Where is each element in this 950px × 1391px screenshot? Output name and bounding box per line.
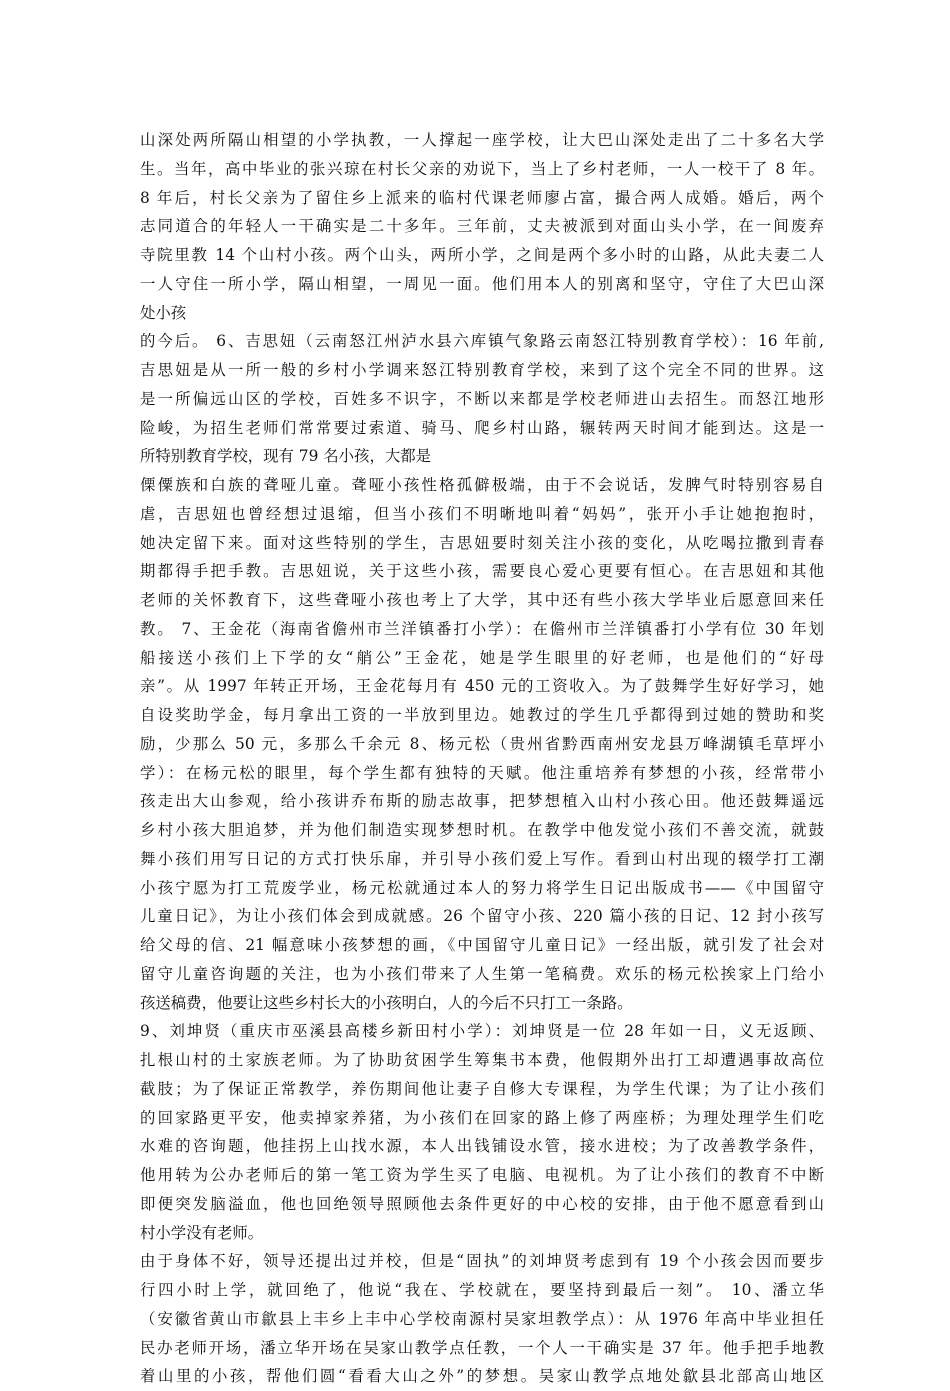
text-line: 山深处两所隔山相望的小学执教，一人撑起一座学校，让大巴山深处走出了二十多名大学 (140, 131, 824, 149)
text-line: 他用转为公办老师后的第一笔工资为学生买了电脑、电视机。为了让小孩们的教育不中断 (140, 1166, 824, 1184)
text-line: 亲”。从 1997 年转正开场，王金花每月有 450 元的工资收入。为了鼓舞学生好好学习，她 (140, 677, 824, 696)
text-line: 处小孩 (140, 303, 187, 322)
text-line: 给父母的信、21 幅意味小孩梦想的画，《中国留守儿童日记》一经出版，就引发了社会对 (140, 936, 824, 954)
text-line: 即便突发脑溢血，他也回绝领导照顾他去条件更好的中心校的安排，由于他不愿意看到山 (140, 1194, 824, 1213)
text-line: 励，少那么 50 元，多那么千余元 8、杨元松（贵州省黔西南州安龙县万峰湖镇毛草坪小 (140, 734, 824, 753)
text-line: 小孩宁愿为打工荒废学业，杨元松就通过本人的努力将学生日记出版成书——《中国留守 (140, 878, 824, 897)
text-line: 9、刘坤贤（重庆市巫溪县高楼乡新田村小学）：刘坤贤是一位 28 年如一日，义无返顾、 (140, 1022, 824, 1041)
text-line: 是一所偏远山区的学校，百姓多不识字，不断以来都是学校老师进山去招生。而怒江地形 (140, 389, 824, 408)
text-line: 留守儿童咨询题的关注，也为小孩们带来了人生第一笔稿费。欢乐的杨元松挨家上门给小 (140, 964, 824, 983)
text-line: 行四小时上学，就回绝了，他说“我在、学校就在，要坚持到最后一刻”。 10、潘立华 (140, 1281, 824, 1299)
text-line: 教。 7、王金花（海南省儋州市兰洋镇番打小学）：在儋州市兰洋镇番打小学有位 30 年划 (140, 619, 824, 638)
text-line: 扎根山村的土家族老师。为了协助贫困学生筹集书本费，他假期外出打工却遭遇事故高位 (140, 1051, 824, 1069)
text-line: 吉思妞是从一所一般的乡村小学调来怒江特别教育学校，来到了这个完全不同的世界。这 (140, 361, 824, 379)
text-line: 她决定留下来。面对这些特别的学生，吉思妞要时刻关注小孩的变化，从吃喝拉撒到青春 (140, 533, 824, 552)
text-line: 虐，吉思妞也曾经想过退缩，但当小孩们不明晰地叫着“妈妈”，张开小手让她抱抱时， (140, 504, 824, 523)
text-line: 由于身体不好，领导还提出过并校，但是“固执”的刘坤贤考虑到有 19 个小孩会因而要步 (140, 1252, 824, 1271)
text-line: 寺院里教 14 个山村小孩。两个山头，两所小学，之间是两个多小时的山路，从此夫妻二人 (140, 246, 824, 264)
text-line: （安徽省黄山市歙县上丰乡上丰中心学校南源村吴家坦教学点）：从 1976 年高中毕业担任 (140, 1309, 824, 1328)
text-line: 的今后。 6、吉思妞（云南怒江州泸水县六库镇气象路云南怒江特别教育学校）：16 年前, (140, 332, 824, 351)
text-line: 船接送小孩们上下学的女“艄公”王金花，她是学生眼里的好老师，也是他们的“好母 (140, 648, 824, 667)
text-line: 孩走出大山参观，给小孩讲乔布斯的励志故事，把梦想植入山村小孩心田。他还鼓舞遥远 (140, 792, 824, 811)
text-line: 所特别教育学校，现有 79 名小孩，大都是 (140, 447, 432, 466)
text-line: 期都得手把手教。吉思妞说，关于这些小孩，需要良心爱心更要有恒心。在吉思妞和其他 (140, 562, 824, 581)
text-line: 截肢；为了保证正常教学，养伤期间他让妻子自修大专课程，为学生代课；为了让小孩们 (140, 1079, 824, 1098)
text-line: 8 年后，村长父亲为了留住乡上派来的临村代课老师廖占富，撮合两人成婚。婚后，两个 (140, 188, 824, 207)
text-line: 学）：在杨元松的眼里，每个学生都有独特的天赋。他注重培养有梦想的小孩，经常带小 (140, 763, 824, 782)
text-line: 村小学没有老师。 (140, 1223, 264, 1242)
text-line: 自设奖助学金，每月拿出工资的一半放到里边。她教过的学生几乎都得到过她的赞助和奖 (140, 706, 824, 724)
text-line: 水难的咨询题，他挂拐上山找水源，本人出钱铺设水管，接水进校；为了改善教学条件， (140, 1137, 824, 1156)
text-line: 的回家路更平安，他卖掉家养猪，为小孩们在回家的路上修了两座桥；为理处理学生们吃 (140, 1108, 824, 1127)
text-line: 民办老师开场，潘立华开场在吴家山教学点任教，一个人一干确实是 37 年。他手把手地教 (140, 1338, 824, 1357)
text-line: 老师的关怀教育下，这些聋哑小孩也考上了大学，其中还有些小孩大学毕业后愿意回来任 (140, 591, 824, 609)
text-line: 乡村小孩大胆追梦，并为他们制造实现梦想时机。在教学中他发觉小孩们不善交流，就鼓 (140, 821, 824, 839)
text-line: 傈僳族和白族的聋哑儿童。聋哑小孩性格孤僻极端，由于不会说话，发脾气时特别容易自 (140, 476, 824, 494)
text-line: 志同道合的年轻人一干确实是二十多年。三年前，丈夫被派到对面山头小学，在一间废弃 (140, 217, 824, 236)
text-line: 生。当年，高中毕业的张兴琼在村长父亲的劝说下，当上了乡村老师，一人一校干了 8 年。 (140, 159, 824, 178)
text-line: 着山里的小孩，帮他们圆“看看大山之外”的梦想。吴家山教学点地处歙县北部高山地区 (140, 1367, 824, 1386)
text-line: 一人守住一所小学，隔山相望，一周见一面。他们用本人的别离和坚守，守住了大巴山深 (140, 274, 824, 293)
document-body (140, 126, 824, 1391)
text-line: 孩送稿费，他要让这些乡村长大的小孩明白，人的今后不只打工一条路。 (140, 993, 633, 1012)
text-line: 舞小孩们用写日记的方式打快乐扉，并引导小孩们爱上写作。看到山村出现的辍学打工潮 (140, 849, 824, 868)
text-line: 险峻，为招生老师们常常要过索道、骑马、爬乡村山路，辗转两天时间才能到达。这是一 (140, 418, 824, 437)
text-line: 儿童日记》，为让小孩们体会到成就感。26 个留守小孩、220 篇小孩的日记、12 封小孩写 (140, 907, 824, 926)
